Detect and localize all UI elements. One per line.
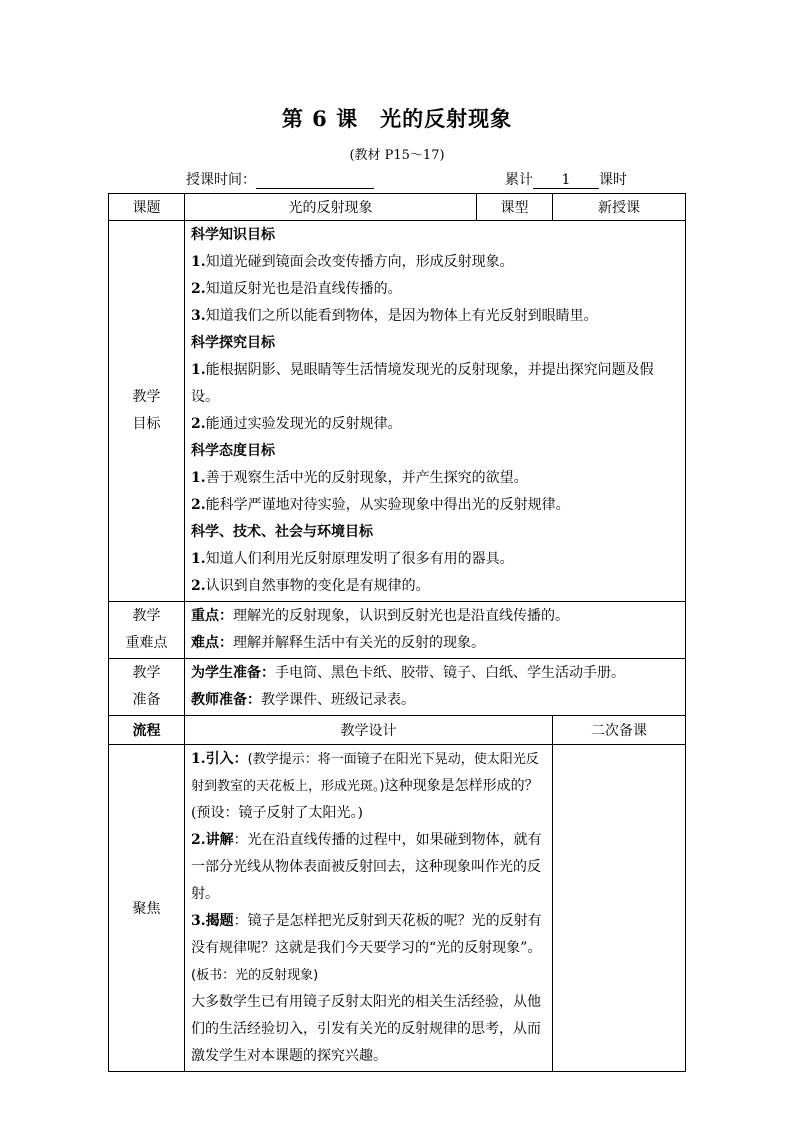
design-label: 教学设计	[185, 716, 553, 745]
key-points-label: 教学 重难点	[109, 602, 185, 659]
attitude-goal-title: 科学态度目标	[191, 443, 275, 459]
teaching-time-blank	[256, 174, 374, 189]
total-hours-value: 1	[533, 172, 599, 189]
total-hours-label: 累计	[505, 172, 533, 188]
lesson-type-label: 课型	[477, 194, 553, 221]
reveal-step: 3.揭题：镜子是怎样把光反射到天花板的呢？光的反射有没有规律呢？这就是我们今天要学习的“光的反射现象”。(板书：光的反射现象)	[191, 913, 542, 983]
flow-label: 流程	[109, 716, 185, 745]
focus-point: 重点：理解光的反射现象，认识到反射光也是沿直线传播的。	[191, 608, 569, 624]
total-hours	[505, 169, 627, 189]
teaching-time-label: 授课时间：	[186, 172, 256, 188]
sts-goal-title: 科学、技术、社会与环境目标	[191, 524, 373, 540]
student-preparation: 为学生准备：手电筒、黑色卡纸、胶带、镜子、白纸、学生活动手册。	[191, 665, 625, 681]
focus-stage-row	[109, 745, 686, 1072]
total-hours-unit: 课时	[599, 172, 627, 188]
focus-stage-content	[185, 745, 553, 1072]
key-points-row	[109, 602, 686, 659]
attitude-goal-item: 1.善于观察生活中光的反射现象，并产生探究的欲望。	[191, 470, 528, 486]
attitude-goal-item: 2.能科学严谨地对待实验，从实验现象中得出光的反射规律。	[191, 497, 570, 513]
teacher-preparation: 教师准备：教学课件、班级记录表。	[191, 692, 415, 708]
intro-step: 1.引入：(教学提示：将一面镜子在阳光下晃动，使太阳光反射到教室的天花板上，形成光斑。)这种现象是怎样形成的？(预设：镜子反射了太阳光。)	[191, 751, 539, 821]
lesson-type-value: 新授课	[553, 194, 686, 221]
preparation-label: 教学 准备	[109, 659, 185, 716]
teaching-time	[186, 169, 374, 189]
knowledge-goal-item: 1.知道光碰到镜面会改变传播方向，形成反射现象。	[191, 254, 514, 270]
review-label: 二次备课	[553, 716, 686, 745]
topic-value: 光的反射现象	[185, 194, 477, 221]
sts-goal-item: 1.知道人们利用光反射原理发明了很多有用的器具。	[191, 551, 514, 567]
objectives-row	[109, 221, 686, 602]
explain-step: 2.讲解：光在沿直线传播的过程中，如果碰到物体，就有一部分光线从物体表面被反射回去，这种现象叫作光的反射。	[191, 832, 542, 902]
inquiry-goal-item: 1.能根据阴影、晃眼睛等生活情境发现光的反射现象，并提出探究问题及假设。	[191, 362, 654, 405]
difficulty-point: 难点：理解并解释生活中有关光的反射的现象。	[191, 635, 485, 651]
stage-summary: 大多数学生已有用镜子反射太阳光的相关生活经验，从他们的生活经验切入，引发有关光的反射规律的思考，从而激发学生对本课题的探究兴趣。	[191, 994, 541, 1064]
textbook-reference: (教材 P15～17)	[349, 148, 445, 163]
review-notes-cell[interactable]	[553, 745, 686, 1072]
topic-label: 课题	[109, 194, 185, 221]
key-points-content	[185, 602, 686, 659]
page-title: 第 6 课 光的反射现象	[281, 106, 513, 131]
topic-row	[109, 194, 686, 221]
preparation-row	[109, 659, 686, 716]
lesson-plan-table	[108, 193, 686, 1072]
knowledge-goal-item: 2.知道反射光也是沿直线传播的。	[191, 281, 402, 297]
knowledge-goal-title: 科学知识目标	[191, 227, 275, 243]
inquiry-goal-title: 科学探究目标	[191, 335, 275, 351]
objectives-label: 教学 目标	[109, 221, 185, 602]
objectives-content	[185, 221, 686, 602]
preparation-content	[185, 659, 686, 716]
process-header-row	[109, 716, 686, 745]
knowledge-goal-item: 3.知道我们之所以能看到物体，是因为物体上有光反射到眼睛里。	[191, 308, 598, 324]
inquiry-goal-item: 2.能通过实验发现光的反射规律。	[191, 416, 402, 432]
focus-stage-label: 聚焦	[109, 745, 185, 1072]
sts-goal-item: 2.认识到自然事物的变化是有规律的。	[191, 578, 430, 594]
